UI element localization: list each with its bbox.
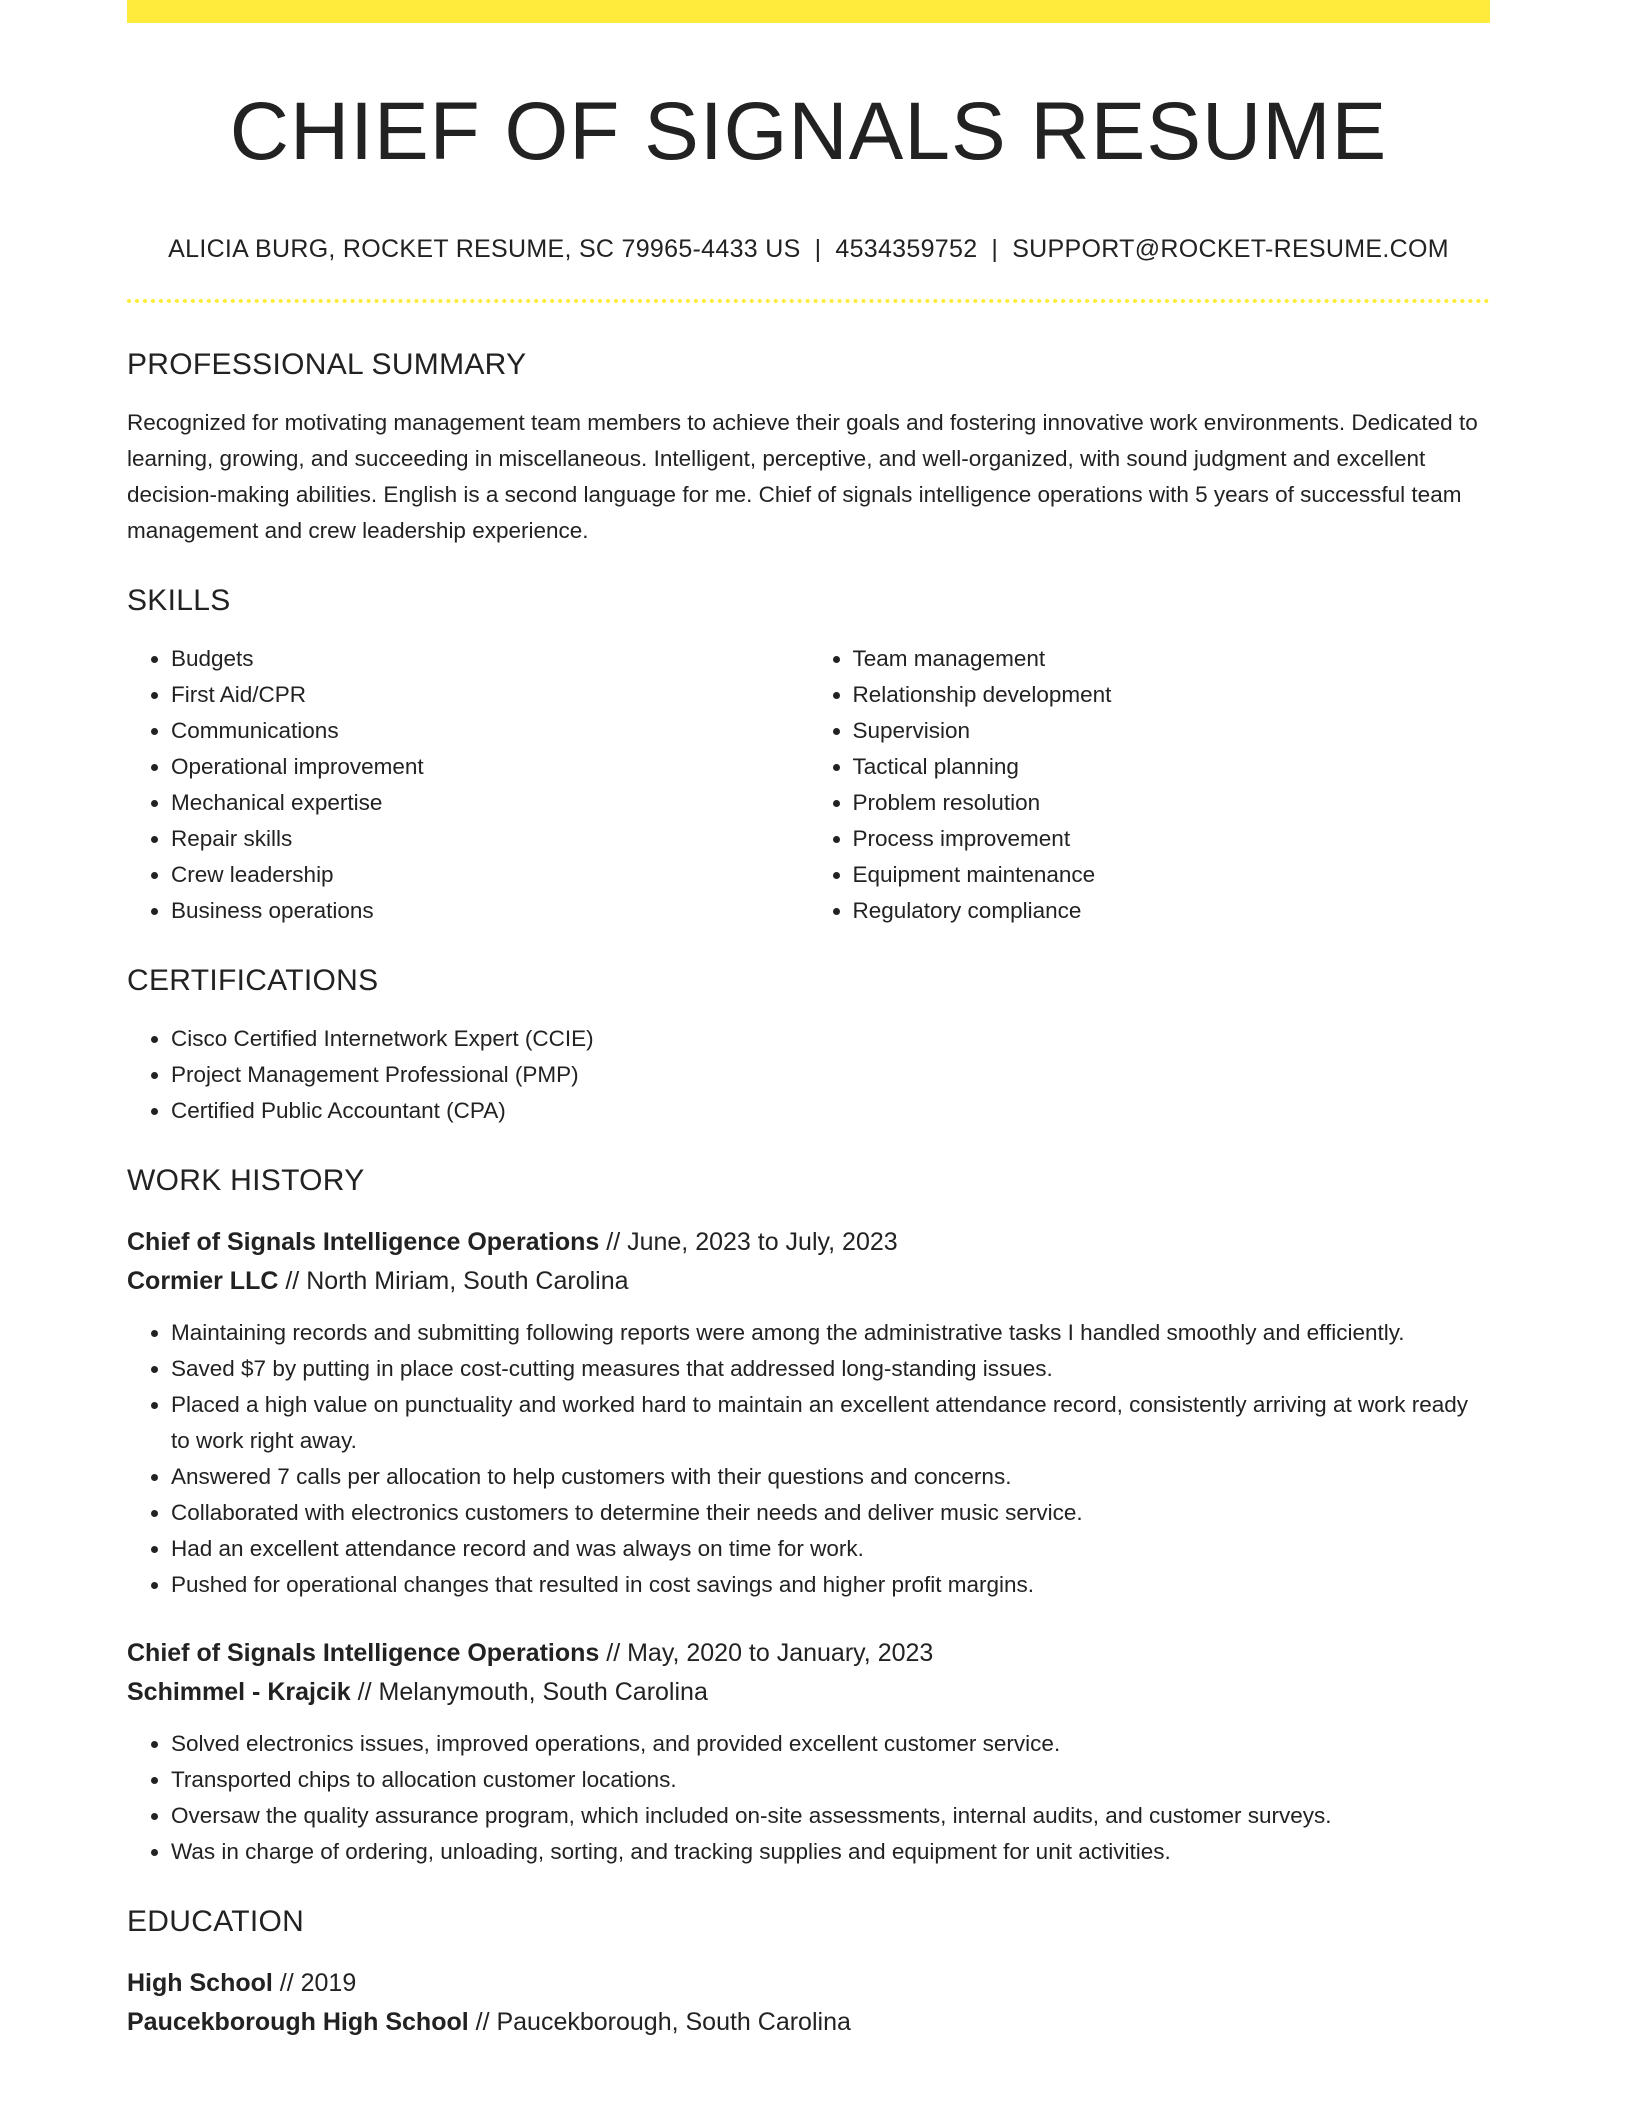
skill-item: • First Aid/CPR xyxy=(171,677,809,713)
job-bullet: • Oversaw the quality assurance program, which included on-site assessments, internal audits, and customer surveys. xyxy=(171,1798,1490,1834)
job-bullet: • Pushed for operational changes that resulted in cost savings and higher profit margins. xyxy=(171,1567,1490,1603)
certifications-list xyxy=(127,1021,1490,1129)
summary-text: Recognized for motivating management team members to achieve their goals and fostering innovative work environments. Dedicated to learning, growing, and succeeding in miscellaneous. Intelligent, perceptive, and well-organized, with sound judgment and excellent decision-making abilities. English is a second language for me. Chief of signals intelligence operations with 5 years of successful team management and crew leadership experience. xyxy=(127,410,1478,543)
contact-separator: | xyxy=(814,235,822,263)
job-bullet: • Maintaining records and submitting following reports were among the administrative tasks I handled smoothly and efficiently. xyxy=(171,1315,1490,1351)
dotted-divider xyxy=(127,299,1490,303)
skill-item: • Repair skills xyxy=(171,821,809,857)
job-bullet: • Had an excellent attendance record and was always on time for work. xyxy=(171,1531,1490,1567)
skill-item: • Equipment maintenance xyxy=(853,857,1491,893)
work-history-heading: WORK HISTORY xyxy=(127,1164,365,1197)
skill-item: • Tactical planning xyxy=(853,749,1491,785)
job-bullet: • Transported chips to allocation customer locations. xyxy=(171,1762,1490,1798)
job-role: Chief of Signals Intelligence Operations xyxy=(127,1228,600,1256)
job-bullet: • Collaborated with electronics customers to determine their needs and deliver music service. xyxy=(171,1495,1490,1531)
certification-item: • Certified Public Accountant (CPA) xyxy=(171,1093,1490,1129)
education-year: // 2019 xyxy=(272,1969,357,1997)
resume-content xyxy=(127,0,1490,2042)
resume-title: CHIEF OF SIGNALS RESUME xyxy=(229,86,1388,177)
skill-item: • Communications xyxy=(171,713,809,749)
education-degree-line xyxy=(127,1964,1490,2003)
skills-list-left xyxy=(127,641,809,929)
job-bullet: • Was in charge of ordering, unloading, sorting, and tracking supplies and equipment for unit activities. xyxy=(171,1834,1490,1870)
skill-item: • Relationship development xyxy=(853,677,1491,713)
education-location: // Paucekborough, South Carolina xyxy=(468,2008,851,2036)
contact-line xyxy=(127,233,1490,265)
contact-email: SUPPORT@ROCKET-RESUME.COM xyxy=(1012,235,1449,263)
skill-item: • Process improvement xyxy=(853,821,1491,857)
education-school-line xyxy=(127,2003,1490,2042)
contact-address: ALICIA BURG, ROCKET RESUME, SC 79965-4433 US xyxy=(168,235,801,263)
job-title-line xyxy=(127,1634,1490,1673)
job-company: Schimmel - Krajcik xyxy=(127,1678,351,1706)
certifications-heading: CERTIFICATIONS xyxy=(127,964,379,997)
skills-heading: SKILLS xyxy=(127,584,231,617)
summary-heading: PROFESSIONAL SUMMARY xyxy=(127,348,527,381)
skill-item: • Supervision xyxy=(853,713,1491,749)
certification-item: • Project Management Professional (PMP) xyxy=(171,1057,1490,1093)
job-company-line xyxy=(127,1673,1490,1712)
skills-list-right xyxy=(809,641,1491,929)
skill-item: • Operational improvement xyxy=(171,749,809,785)
skill-item: • Crew leadership xyxy=(171,857,809,893)
job-bullet: • Solved electronics issues, improved operations, and provided excellent customer service. xyxy=(171,1726,1490,1762)
contact-separator: | xyxy=(991,235,999,263)
job-role: Chief of Signals Intelligence Operations xyxy=(127,1639,600,1667)
job-company: Cormier LLC xyxy=(127,1267,279,1295)
skill-item: • Business operations xyxy=(171,893,809,929)
job-dates: // June, 2023 to July, 2023 xyxy=(599,1228,898,1256)
job-company-line xyxy=(127,1262,1490,1301)
education-school: Paucekborough High School xyxy=(127,2008,469,2036)
certification-item: • Cisco Certified Internetwork Expert (CCIE) xyxy=(171,1021,1490,1057)
skills-columns xyxy=(127,641,1490,929)
job-bullets xyxy=(127,1726,1490,1870)
job-dates: // May, 2020 to January, 2023 xyxy=(599,1639,934,1667)
skill-item: • Budgets xyxy=(171,641,809,677)
job-location: // Melanymouth, South Carolina xyxy=(350,1678,708,1706)
job-bullet: • Saved $7 by putting in place cost-cutting measures that addressed long-standing issues. xyxy=(171,1351,1490,1387)
education-heading: EDUCATION xyxy=(127,1905,305,1938)
job-bullet: • Answered 7 calls per allocation to help customers with their questions and concerns. xyxy=(171,1459,1490,1495)
job-bullet: • Placed a high value on punctuality and worked hard to maintain an excellent attendance record, consistently arriving at work ready to work right away. xyxy=(171,1387,1490,1459)
contact-phone: 4534359752 xyxy=(835,235,978,263)
job-bullets xyxy=(127,1315,1490,1603)
skill-item: • Mechanical expertise xyxy=(171,785,809,821)
skill-item: • Problem resolution xyxy=(853,785,1491,821)
education-degree: High School xyxy=(127,1969,273,1997)
skill-item: • Regulatory compliance xyxy=(853,893,1491,929)
job-location: // North Miriam, South Carolina xyxy=(278,1267,629,1295)
job-title-line xyxy=(127,1223,1490,1262)
skill-item: • Team management xyxy=(853,641,1491,677)
